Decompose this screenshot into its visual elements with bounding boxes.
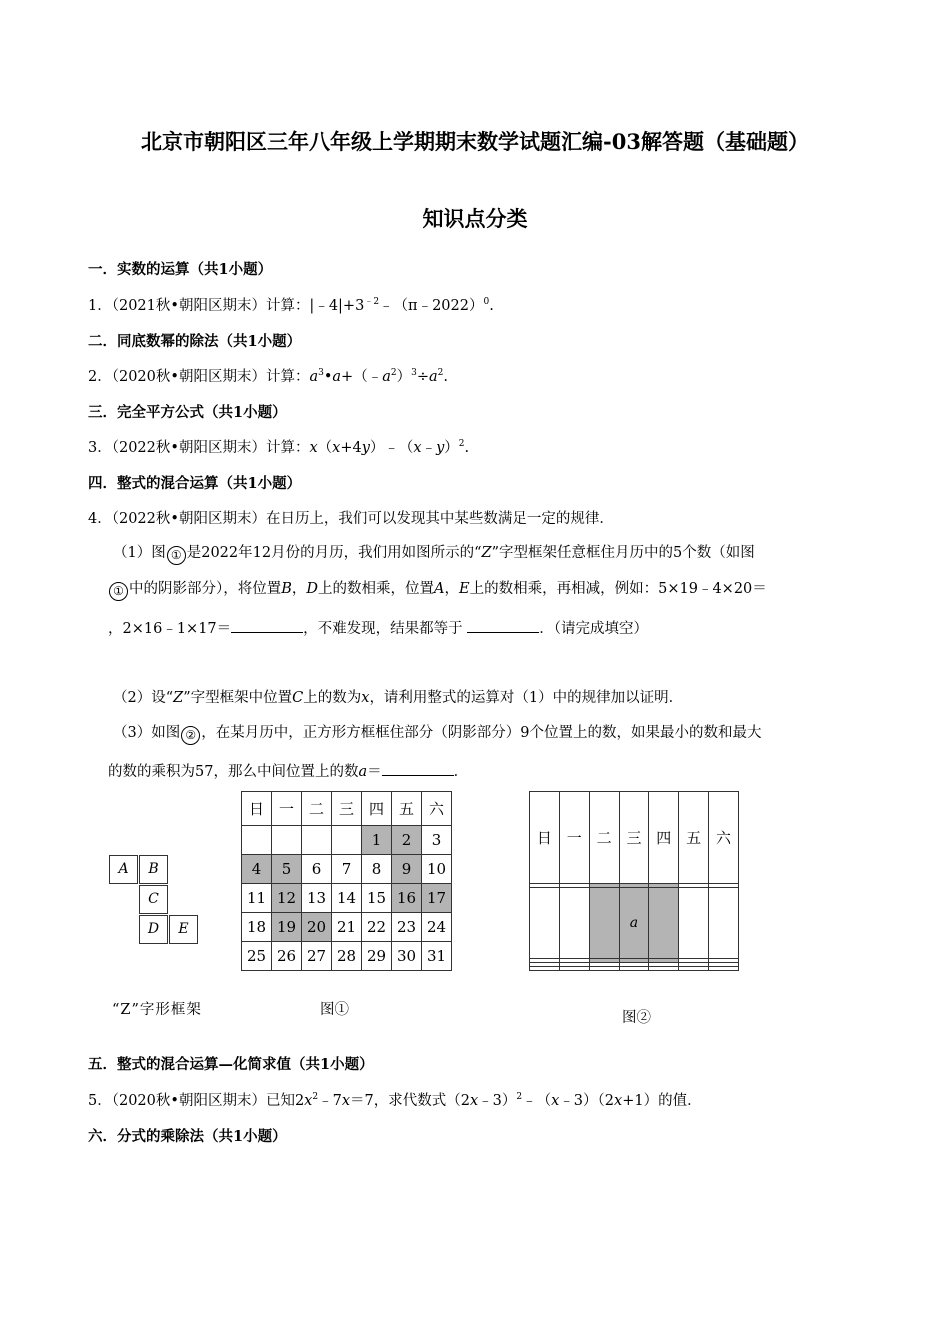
question-4-part2: （2）设“Z”字型框架中位置C上的数为x，请利用整式的运算对（1）中的规律加以证明．	[113, 690, 684, 706]
page-subtitle: 知识点分类	[422, 206, 528, 231]
day-cell: 11	[242, 883, 272, 912]
empty-cell	[709, 887, 739, 958]
day-cell: 25	[242, 941, 272, 970]
question-2: 2．（2020秋•朝阳区期末）计算：$a^3•a+(﹣a^2)^3\div a^2$.	[88, 368, 448, 385]
empty-cell	[679, 887, 709, 958]
empty-cell	[530, 966, 560, 970]
section-heading: 五．整式的混合运算—化简求值（共1小题）	[88, 1056, 374, 1073]
z-cell: B	[139, 855, 168, 884]
section-heading: 二．同底数幂的除法（共1小题）	[88, 333, 302, 350]
weekday-cell: 五	[679, 792, 709, 884]
empty-cell	[559, 887, 589, 958]
day-cell	[272, 825, 302, 854]
z-cell: D	[139, 915, 168, 944]
question-1: 1．（2021秋•朝阳区期末）计算：$|﹣4|+3^{﹣2}﹣(\pi﹣2022)^0$.	[88, 297, 494, 314]
weekday-cell: 三	[619, 792, 649, 884]
weekday-cell: 三	[332, 792, 362, 826]
day-cell: 3	[422, 825, 452, 854]
day-cell-shaded: 17	[422, 883, 452, 912]
weekday-cell: 六	[422, 792, 452, 826]
day-cell: 30	[392, 941, 422, 970]
day-cell: 26	[272, 941, 302, 970]
day-cell: 27	[302, 941, 332, 970]
day-cell-shaded: 20	[302, 912, 332, 941]
weekday-cell: 六	[709, 792, 739, 884]
day-cell: 13	[302, 883, 332, 912]
day-cell: 28	[332, 941, 362, 970]
circled-number: ②	[181, 726, 200, 745]
calendar-row	[242, 941, 452, 970]
weekday-row	[530, 792, 739, 884]
empty-cell	[619, 966, 649, 970]
question-4-part3-line1: （3）如图 ② ，在某月历中，正方形方框框住部分（阴影部分）9个位置上的数，如果最小的数和最大	[113, 721, 761, 745]
calendar-row	[242, 854, 452, 883]
weekday-cell: 二	[302, 792, 332, 826]
z-cell: A	[109, 855, 138, 884]
question-4-part1-line2: ① 中的阴影部分），将位置B，D上的数相乘，位置A，E上的数相乘，再相减，例如：5×19﹣4×20＝	[108, 577, 767, 601]
day-cell	[242, 825, 272, 854]
center-cell-a: a	[619, 887, 649, 958]
z-cell: E	[169, 915, 198, 944]
empty-cell	[589, 966, 619, 970]
day-cell: 15	[362, 883, 392, 912]
empty-cell	[709, 966, 739, 970]
section-heading: 三．完全平方公式（共1小题）	[88, 404, 287, 421]
empty-cell-shaded	[649, 887, 679, 958]
day-cell: 21	[332, 912, 362, 941]
calendar-row	[530, 887, 739, 958]
question-4-part1-line1: （1）图 ① 是2022年12月份的月历，我们用如图所示的“Z”字型框架任意框住月历中的5个数（如图	[113, 541, 755, 565]
weekday-cell: 日	[242, 792, 272, 826]
question-5: 5．（2020秋•朝阳区期末）已知$2x^2﹣7x=7$，求代数式（2x﹣3）$^2$﹣（x﹣3）（2x+1）的值．	[88, 1092, 702, 1109]
section-heading: 四．整式的混合运算（共1小题）	[88, 475, 302, 492]
z-frame-caption: “Z”字形框架	[112, 1002, 202, 1018]
empty-cell-shaded	[589, 887, 619, 958]
empty-cell	[530, 887, 560, 958]
day-cell-shaded: 5	[272, 854, 302, 883]
weekday-cell: 四	[649, 792, 679, 884]
weekday-cell: 一	[559, 792, 589, 884]
day-cell	[332, 825, 362, 854]
empty-cell	[649, 966, 679, 970]
calendar-figure-2	[529, 791, 739, 971]
day-cell: 24	[422, 912, 452, 941]
calendar-row	[242, 912, 452, 941]
day-cell-shaded: 12	[272, 883, 302, 912]
empty-cell	[559, 966, 589, 970]
section-heading: 六．分式的乘除法（共1小题）	[88, 1128, 287, 1145]
calendar-row	[530, 966, 739, 970]
day-cell: 8	[362, 854, 392, 883]
weekday-cell: 二	[589, 792, 619, 884]
empty-cell	[679, 966, 709, 970]
answer-blank[interactable]	[467, 620, 539, 633]
weekday-cell: 一	[272, 792, 302, 826]
day-cell-shaded: 2	[392, 825, 422, 854]
section-heading: 一．实数的运算（共1小题）	[88, 261, 273, 278]
day-cell: 7	[332, 854, 362, 883]
figure-2-caption: 图②	[622, 1010, 651, 1026]
question-4-part1-line3: ，2×16﹣1×17＝ ，不难发现，结果都等于 ．（请完成填空）	[108, 621, 649, 637]
day-cell-shaded: 16	[392, 883, 422, 912]
day-cell: 10	[422, 854, 452, 883]
day-cell-shaded: 1	[362, 825, 392, 854]
question-3: 3．（2022秋•朝阳区期末）计算：x（x+4y）﹣（x﹣y）$^2$.	[88, 439, 470, 456]
day-cell: 23	[392, 912, 422, 941]
day-cell: 18	[242, 912, 272, 941]
weekday-row	[242, 792, 452, 826]
answer-blank[interactable]	[382, 763, 454, 776]
question-4-intro: 4．（2022秋•朝阳区期末）在日历上，我们可以发现其中某些数满足一定的规律．	[88, 511, 614, 527]
day-cell-shaded: 19	[272, 912, 302, 941]
weekday-cell: 日	[530, 792, 560, 884]
calendar-row	[242, 883, 452, 912]
question-4-part3-line2: 的数的乘积为57，那么中间位置上的数a＝ ．	[108, 764, 469, 780]
circled-number: ①	[167, 546, 186, 565]
day-cell: 6	[302, 854, 332, 883]
circled-number: ①	[109, 582, 128, 601]
answer-blank[interactable]	[231, 620, 303, 633]
calendar-figure-1	[241, 791, 452, 971]
weekday-cell: 四	[362, 792, 392, 826]
weekday-cell: 五	[392, 792, 422, 826]
day-cell	[302, 825, 332, 854]
day-cell: 29	[362, 941, 392, 970]
page-title: 北京市朝阳区三年八年级上学期期末数学试题汇编-03解答题（基础题）	[141, 129, 809, 154]
day-cell: 31	[422, 941, 452, 970]
z-cell: C	[139, 885, 168, 914]
day-cell: 14	[332, 883, 362, 912]
figure-1-caption: 图①	[320, 1002, 349, 1018]
day-cell: 22	[362, 912, 392, 941]
day-cell-shaded: 4	[242, 854, 272, 883]
day-cell-shaded: 9	[392, 854, 422, 883]
calendar-row	[242, 825, 452, 854]
